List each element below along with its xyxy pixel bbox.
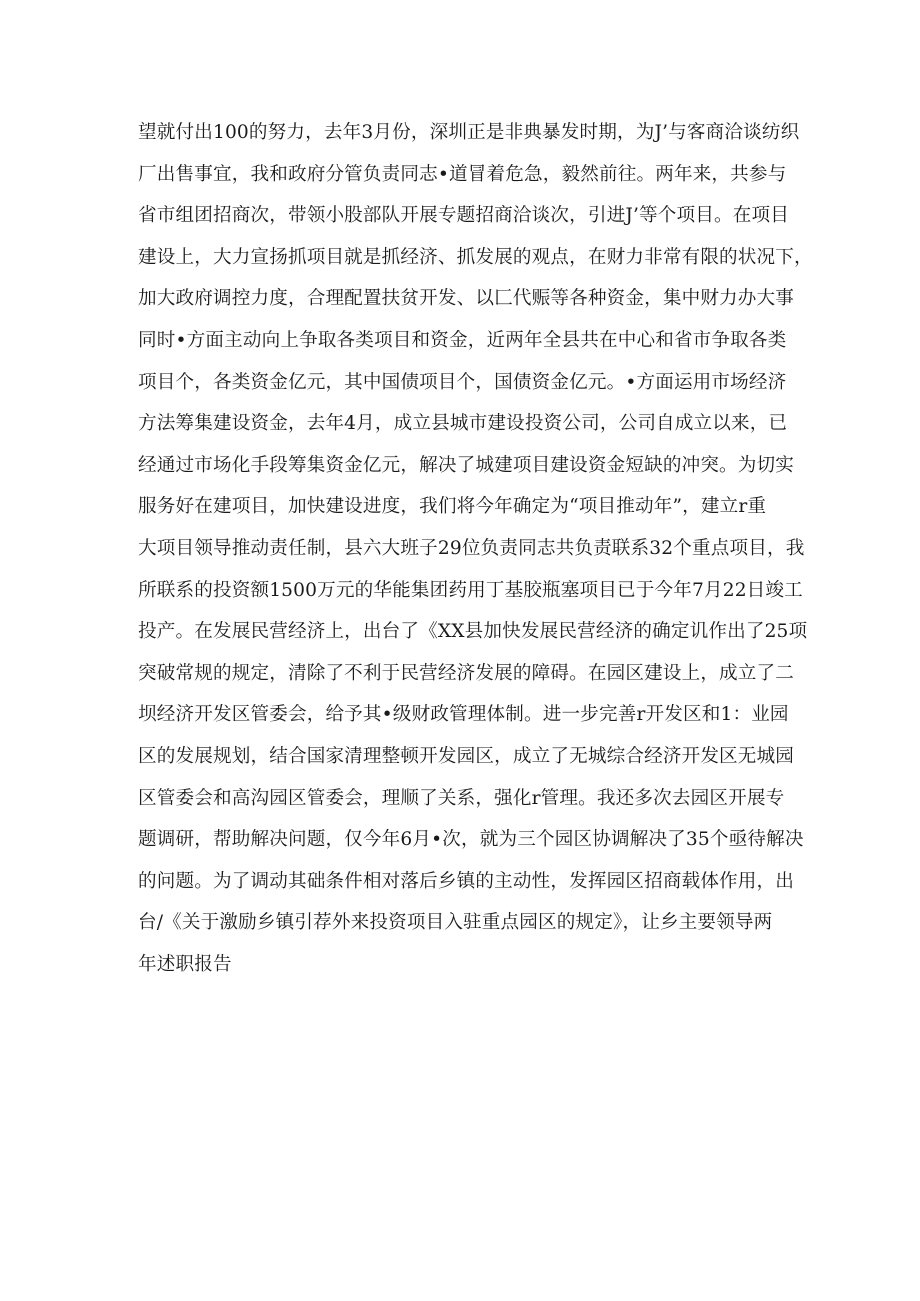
text-line: 区的发展规划，结合国家清理整顿开发园区，成立了无城综合经济开发区无城园 xyxy=(138,745,795,767)
text-line: 大项目领导推动责任制，县六大班子29位负责同志共负责联系32个重点项目，我 xyxy=(138,537,805,559)
text-line: 服务好在建项目，加快建设进度，我们将今年确定为“项目推动年”，建立r重 xyxy=(138,496,767,518)
text-line: 投产。在发展民营经济上，出台了《XX县加快发展民营经济的确定讥作出了25项 xyxy=(138,621,808,643)
text-line: 题调研，帮助解决问题，仅今年6月•次，就为三个园区协调解决了35个亟待解决 xyxy=(138,829,804,851)
text-line: 省市组团招商次，带领小股部队开展专题招商洽谈次，引进J’等个项目。在项目 xyxy=(138,205,789,227)
body-text xyxy=(138,112,813,985)
text-line: 同时•方面主动向上争取各类项目和资金，近两年全县共在中心和省市争取各类 xyxy=(138,329,787,351)
text-line: 年述职报告 xyxy=(138,953,232,975)
text-line: 望就付出100的努力，去年3月份，深圳正是非典暴发时期，为J’与客商洽谈纺织 xyxy=(138,122,800,143)
text-line: 的问题。为了调动其础条件相对落后乡镇的主动性，发挥园区招商载体作用，出 xyxy=(138,870,795,892)
text-line: 经通过市场化手段筹集资金亿元，解决了城建项目建设资金短缺的冲突。为切实 xyxy=(138,454,795,476)
text-line: 突破常规的规定，清除了不利于民营经济发展的障碍。在园区建设上，成立了二 xyxy=(138,662,795,684)
text-line: 台/《关于激励乡镇引荐外来投资项目入驻重点园区的规定》，让乡主要领导两 xyxy=(138,912,773,934)
text-line: 加大政府调控力度，合理配置扶贫开发、以匚代赈等各种资金，集中财力办大事 xyxy=(138,288,795,310)
text-line: 坝经济开发区管委会，给予其•级财政管理体制。进一步完善r开发区和1：业园 xyxy=(138,704,789,726)
text-line: 项目个，各类资金亿元，其中国债项目个，国债资金亿元。•方面运用市场经济 xyxy=(138,371,787,393)
text-line: 区管委会和高沟园区管委会，理顺了关系，强化r管理。我还多次去园区开展专 xyxy=(138,787,785,809)
text-line: 方法筹集建设资金，去年4月，成立县城市建设投资公司，公司自成立以来，已 xyxy=(138,413,788,435)
text-line: 所联系的投资额1500万元的华能集团药用丁基胶瓶塞项目已于今年7月22日竣工 xyxy=(138,579,803,601)
text-line: 建设上，大力宣扬抓项目就是抓经济、抓发展的观点，在财力非常有限的状况下， xyxy=(138,246,813,268)
text-line: 厂出售事宜，我和政府分管负责同志•道冒着危急，毅然前往。两年来，共参与 xyxy=(138,163,787,185)
